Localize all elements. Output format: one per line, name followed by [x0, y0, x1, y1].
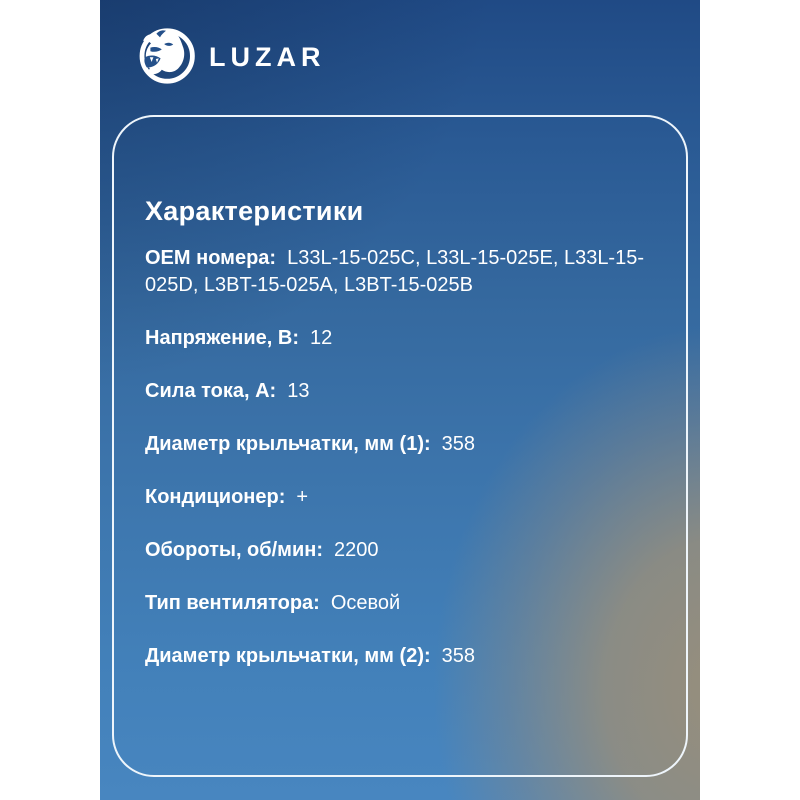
spec-label: Обороты, об/мин:: [145, 539, 324, 561]
spec-label: OEM номера:: [145, 247, 277, 269]
spec-label: Диаметр крыльчатки, мм (2):: [145, 645, 431, 667]
luzar-cat-logo-icon: [136, 26, 196, 86]
spec-label: Сила тока, А:: [145, 380, 277, 402]
spec-label: Кондиционер:: [145, 486, 286, 508]
spec-value: Осевой: [330, 592, 401, 614]
spec-value: 358: [441, 645, 476, 667]
product-image-canvas: [100, 0, 700, 800]
spec-row: [145, 537, 658, 564]
spec-row: [145, 378, 658, 405]
spec-row: [145, 484, 658, 511]
spec-row: [145, 590, 658, 617]
spec-label: Диаметр крыльчатки, мм (1):: [145, 433, 431, 455]
spec-list: [145, 245, 658, 670]
spec-value: L33L-15-025C, L33L-15-025E, L33L-15-025D, L3BT-15-025A, L3BT-15-025B: [145, 247, 645, 296]
brand-header: [136, 26, 325, 86]
spec-value: +: [296, 486, 309, 508]
spec-row: [145, 245, 658, 299]
specs-card: [112, 115, 688, 777]
spec-value: 358: [441, 433, 476, 455]
brand-name: LUZAR: [209, 41, 326, 72]
spec-label: Напряжение, В:: [145, 327, 300, 349]
spec-value: 13: [287, 380, 310, 402]
spec-label: Тип вентилятора:: [145, 592, 320, 614]
spec-row: [145, 643, 658, 670]
spec-row: [145, 431, 658, 458]
spec-value: 2200: [334, 539, 379, 561]
spec-value: 12: [310, 327, 333, 349]
spec-row: [145, 325, 658, 352]
card-title: Характеристики: [145, 196, 364, 226]
